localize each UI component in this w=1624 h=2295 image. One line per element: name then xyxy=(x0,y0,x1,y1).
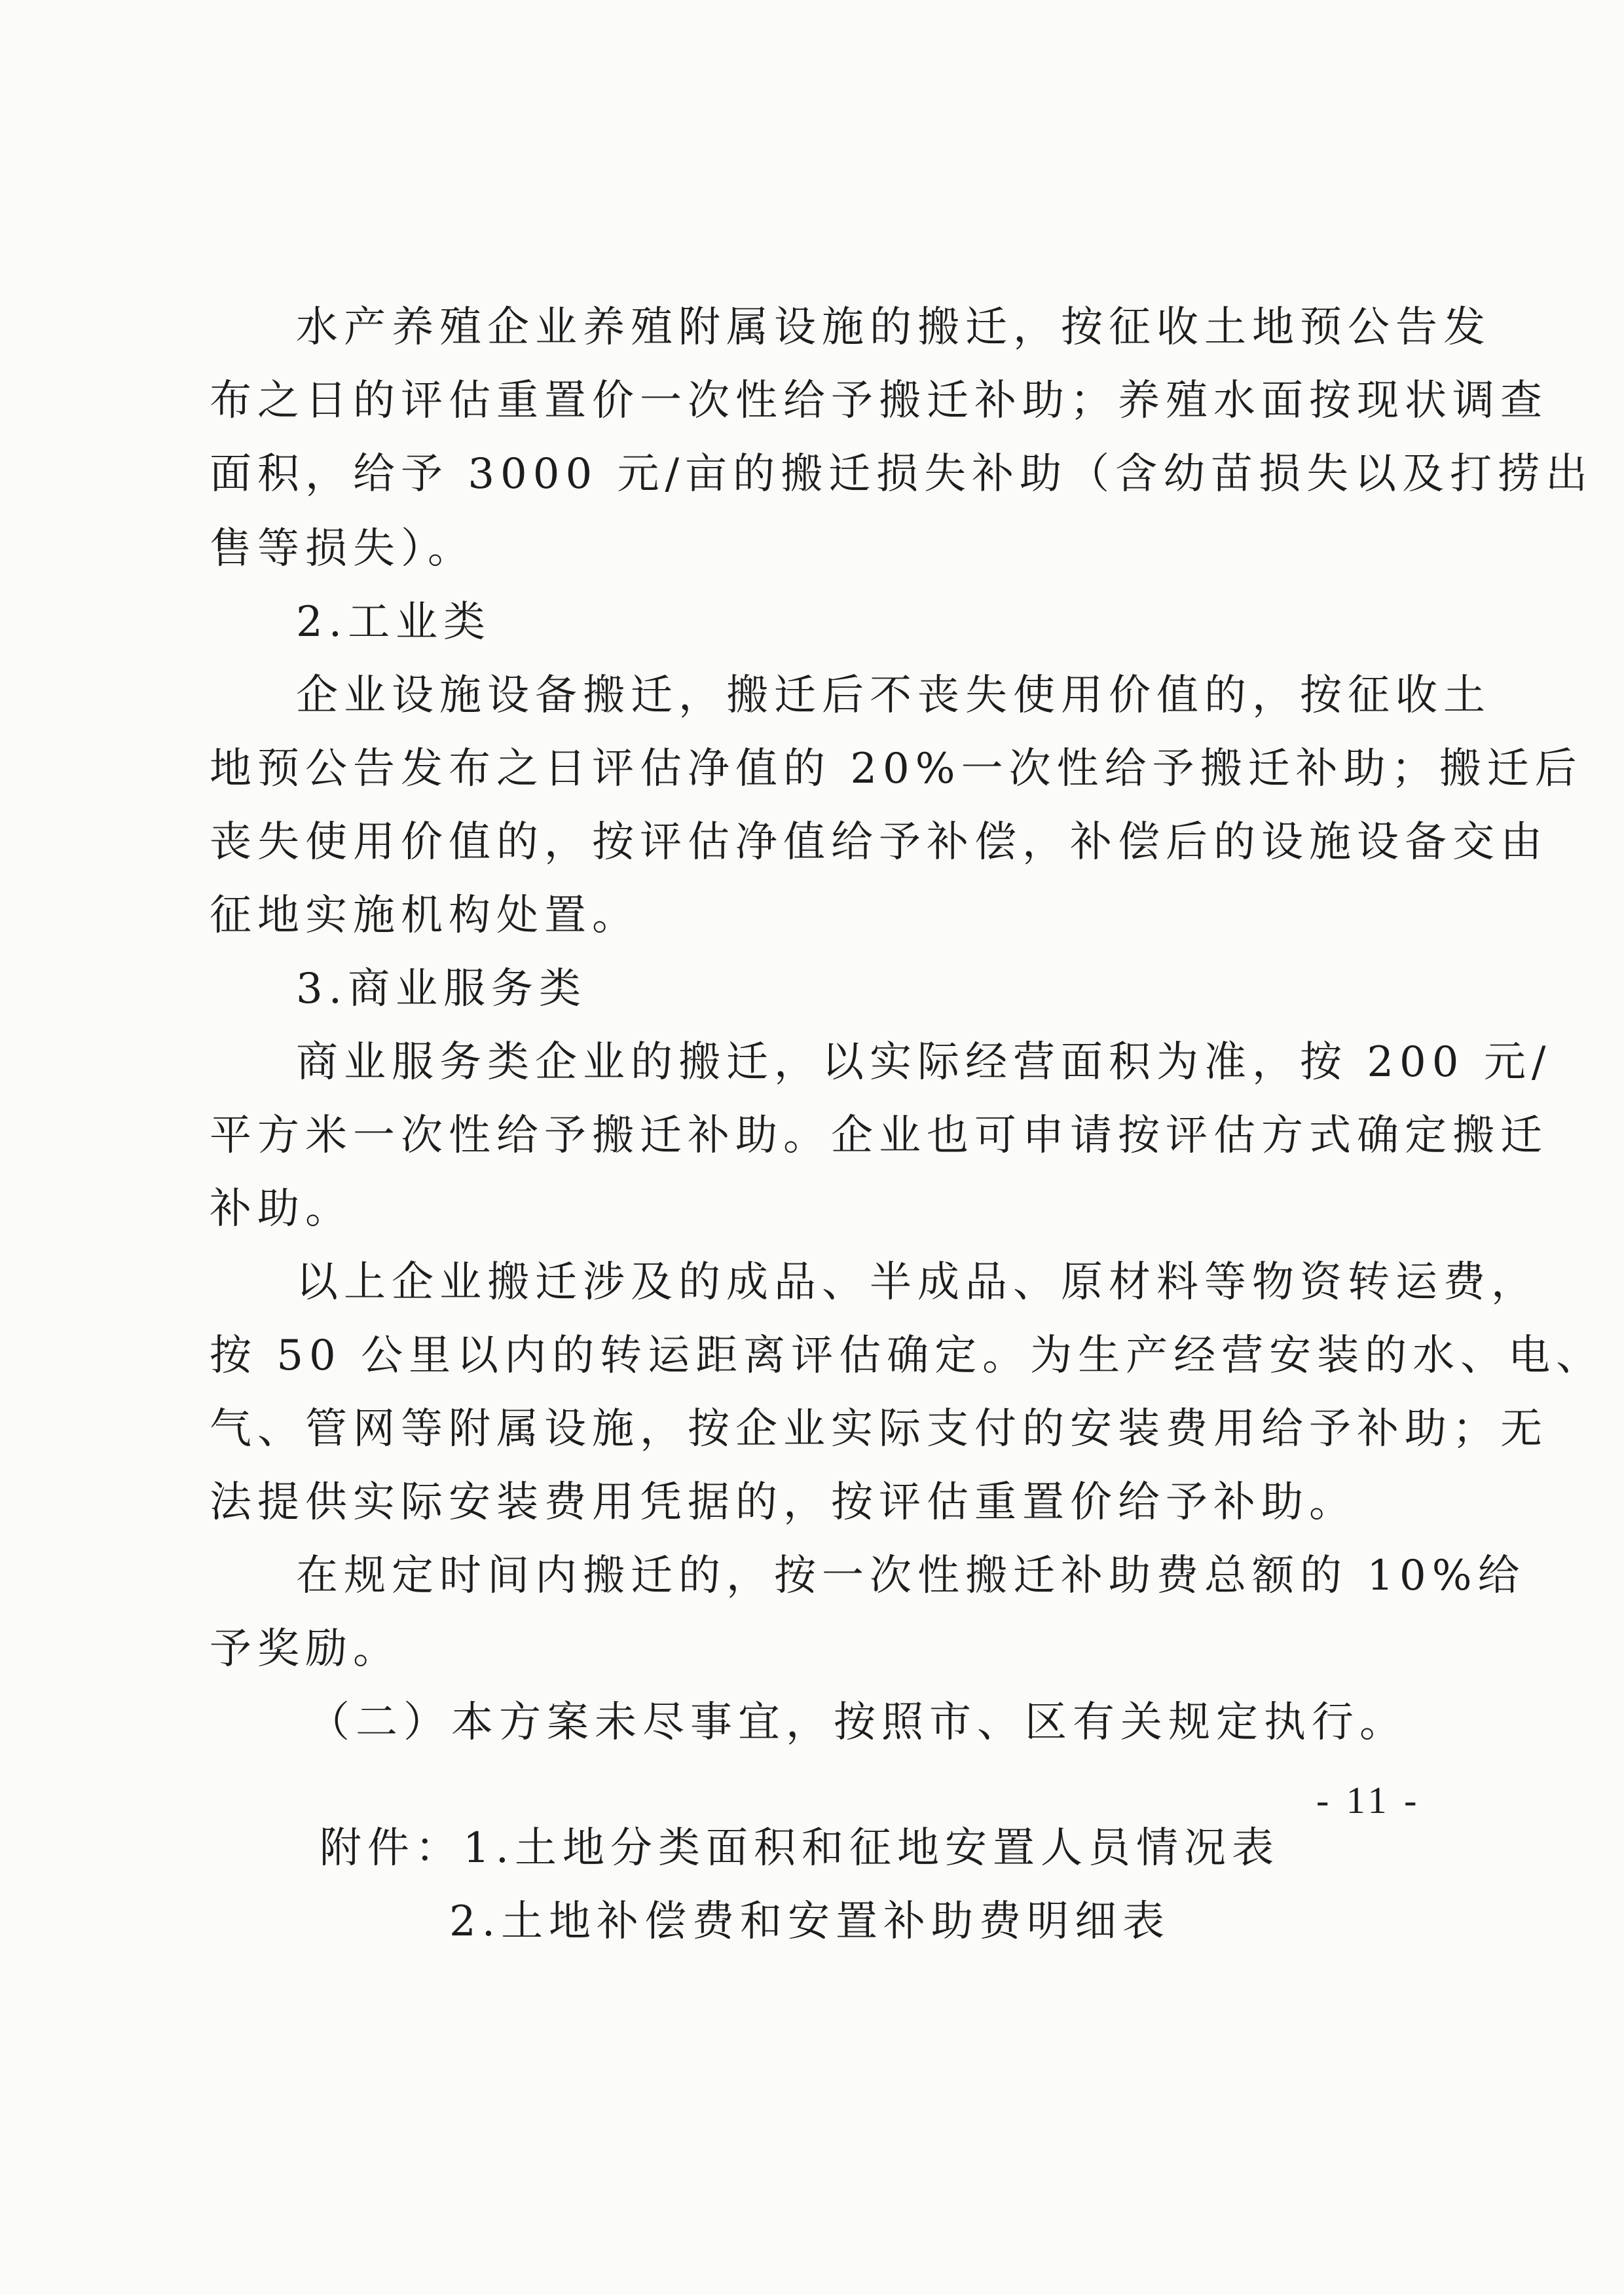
text-line: 平方米一次性给予搬迁补助。企业也可申请按评估方式确定搬迁 xyxy=(210,1111,1548,1160)
section-heading: （二）本方案未尽事宜，按照市、区有关规定执行。 xyxy=(308,1698,1407,1747)
section-heading: 3.商业服务类 xyxy=(296,965,587,1013)
text-line: 售等损失）。 xyxy=(210,525,475,573)
text-line: 予奖励。 xyxy=(210,1625,401,1673)
text-line: 企业设施设备搬迁，搬迁后不丧失使用价值的，按征收土 xyxy=(296,671,1491,720)
attachment-line: 附件：1.土地分类面积和征地安置人员情况表 xyxy=(320,1824,1280,1873)
page-number: - 11 - xyxy=(1316,1779,1421,1821)
text-line: 征地实施机构处置。 xyxy=(210,891,640,940)
text-line: 按 50 公里以内的转运距离评估确定。为生产经营安装的水、电、 xyxy=(210,1332,1604,1380)
text-line: 布之日的评估重置价一次性给予搬迁补助；养殖水面按现状调查 xyxy=(210,377,1548,425)
text-line: 地预公告发布之日评估净值的 20%一次性给予搬迁补助；搬迁后 xyxy=(210,745,1583,793)
text-line: 水产养殖企业养殖附属设施的搬迁，按征收土地预公告发 xyxy=(296,303,1491,352)
section-heading: 2.工业类 xyxy=(296,598,492,646)
text-line: 气、管网等附属设施，按企业实际支付的安装费用给予补助；无 xyxy=(210,1405,1548,1453)
text-line: 面积，给予 3000 元/亩的搬迁损失补助（含幼苗损失以及打捞出 xyxy=(210,450,1594,498)
text-line: 商业服务类企业的搬迁，以实际经营面积为准，按 200 元/ xyxy=(296,1038,1552,1087)
text-line: 补助。 xyxy=(210,1185,353,1233)
text-line: 以上企业搬迁涉及的成品、半成品、原材料等物资转运费， xyxy=(296,1258,1539,1307)
text-line: 丧失使用价值的，按评估净值给予补偿，补偿后的设施设备交由 xyxy=(210,818,1548,867)
text-line: 法提供实际安装费用凭据的，按评估重置价给予补助。 xyxy=(210,1478,1357,1527)
attachment-line: 2.土地补偿费和安置补助费明细表 xyxy=(449,1897,1171,1946)
text-line: 在规定时间内搬迁的，按一次性搬迁补助费总额的 10%给 xyxy=(296,1552,1526,1600)
